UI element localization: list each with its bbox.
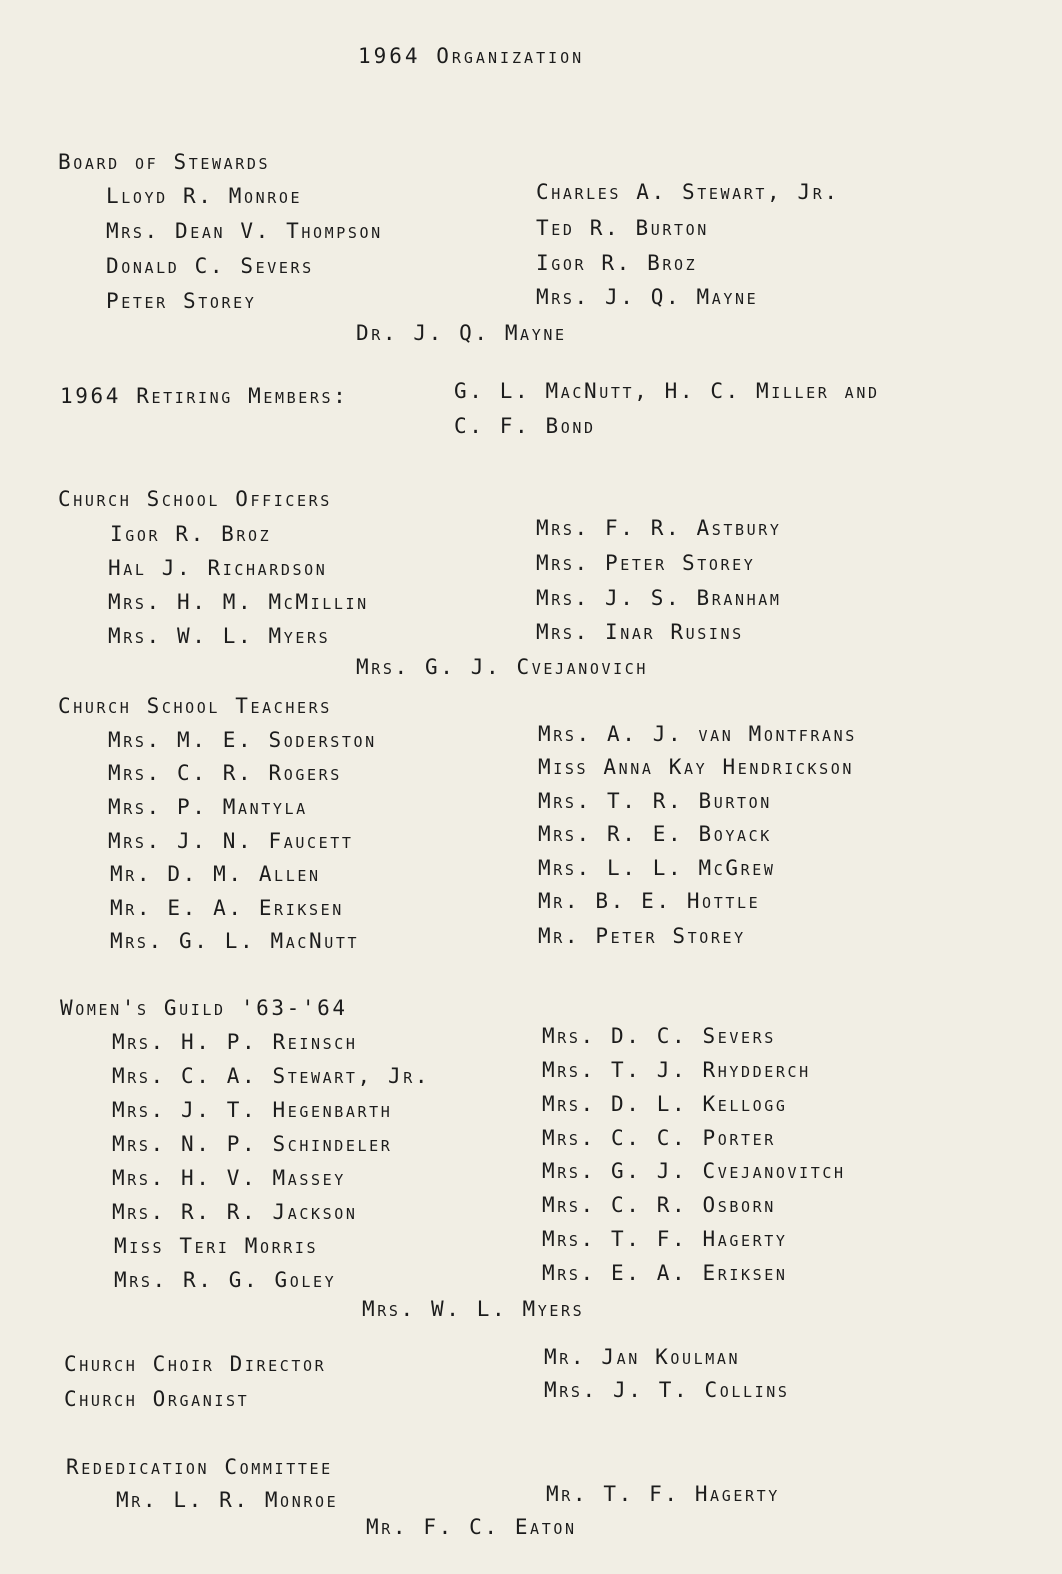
guild-member: Mrs. N. P. Schindeler [112, 1132, 393, 1156]
section-heading-officers: Church School Officers [58, 487, 332, 511]
guild-member-center: Mrs. W. L. Myers [362, 1297, 585, 1321]
choir-director-label: Church Choir Director [64, 1352, 327, 1376]
guild-member: Mrs. D. L. Kellogg [542, 1092, 788, 1116]
teacher: Mr. Peter Storey [538, 924, 746, 948]
officer: Mrs. J. S. Branham [536, 586, 782, 610]
section-heading-board: Board of Stewards [58, 150, 271, 174]
board-member: Peter Storey [106, 289, 257, 313]
committee-member-center: Mr. F. C. Eaton [366, 1515, 577, 1539]
section-heading-rededication: Rededication Committee [66, 1455, 333, 1479]
guild-member: Mrs. T. F. Hagerty [542, 1227, 788, 1251]
officer: Mrs. Peter Storey [536, 551, 756, 575]
board-member-center: Dr. J. Q. Mayne [356, 321, 567, 345]
teacher: Mrs. L. L. McGrew [538, 856, 776, 880]
board-member: Charles A. Stewart, Jr. [536, 180, 840, 204]
guild-member: Mrs. D. C. Severs [542, 1024, 776, 1048]
teacher: Miss Anna Kay Hendrickson [538, 755, 855, 779]
guild-member: Miss Teri Morris [114, 1234, 319, 1258]
committee-member: Mr. L. R. Monroe [116, 1488, 339, 1512]
teacher: Mrs. J. N. Faucett [108, 829, 354, 853]
choir-director-name: Mr. Jan Koulman [544, 1345, 741, 1369]
page-title: 1964 Organization [358, 44, 585, 68]
officer: Hal J. Richardson [108, 556, 328, 580]
officer: Mrs. Inar Rusins [536, 620, 744, 644]
section-heading-teachers: Church School Teachers [58, 694, 332, 718]
officer: Mrs. W. L. Myers [108, 624, 331, 648]
board-member: Mrs. Dean V. Thompson [106, 219, 383, 243]
guild-member: Mrs. J. T. Hegenbarth [112, 1098, 393, 1122]
guild-member: Mrs. H. P. Reinsch [112, 1030, 358, 1054]
teacher: Mrs. C. R. Rogers [108, 761, 342, 785]
committee-member: Mr. T. F. Hagerty [546, 1482, 780, 1506]
retiring-label: 1964 Retiring Members: [60, 384, 349, 408]
board-member: Igor R. Broz [536, 251, 698, 275]
section-heading-guild: Women's Guild '63-'64 [60, 996, 348, 1020]
board-member: Ted R. Burton [536, 216, 709, 240]
guild-member: Mrs. T. J. Rhydderch [542, 1058, 811, 1082]
guild-member: Mrs. R. G. Goley [114, 1268, 337, 1292]
guild-member: Mrs. H. V. Massey [112, 1166, 346, 1190]
officer: Mrs. H. M. McMillin [108, 590, 369, 614]
guild-member: Mrs. E. A. Eriksen [542, 1261, 788, 1285]
officer: Igor R. Broz [110, 522, 272, 546]
teacher: Mrs. A. J. van Montfrans [538, 722, 857, 746]
officer: Mrs. F. R. Astbury [536, 516, 782, 540]
board-member: Mrs. J. Q. Mayne [536, 285, 759, 309]
teacher: Mrs. P. Mantyla [108, 795, 308, 819]
guild-member: Mrs. R. R. Jackson [112, 1200, 358, 1224]
guild-member: Mrs. C. A. Stewart, Jr. [112, 1064, 431, 1088]
organist-name: Mrs. J. T. Collins [544, 1378, 790, 1402]
teacher: Mr. B. E. Hottle [538, 889, 761, 913]
teacher: Mrs. G. L. MacNutt [110, 929, 360, 953]
teacher: Mr. E. A. Eriksen [110, 896, 344, 920]
board-member: Lloyd R. Monroe [106, 184, 303, 208]
teacher: Mrs. R. E. Boyack [538, 822, 772, 846]
teacher: Mrs. T. R. Burton [538, 789, 772, 813]
guild-member: Mrs. C. R. Osborn [542, 1193, 776, 1217]
guild-member: Mrs. C. C. Porter [542, 1126, 776, 1150]
retiring-names: G. L. MacNutt, H. C. Miller and [454, 379, 880, 403]
retiring-names: C. F. Bond [454, 414, 596, 438]
guild-member: Mrs. G. J. Cvejanovitch [542, 1159, 846, 1183]
board-member: Donald C. Severs [106, 254, 314, 278]
officer-center: Mrs. G. J. Cvejanovich [356, 655, 648, 679]
teacher: Mrs. M. E. Soderston [108, 728, 377, 752]
teacher: Mr. D. M. Allen [110, 862, 321, 886]
organist-label: Church Organist [64, 1387, 250, 1411]
